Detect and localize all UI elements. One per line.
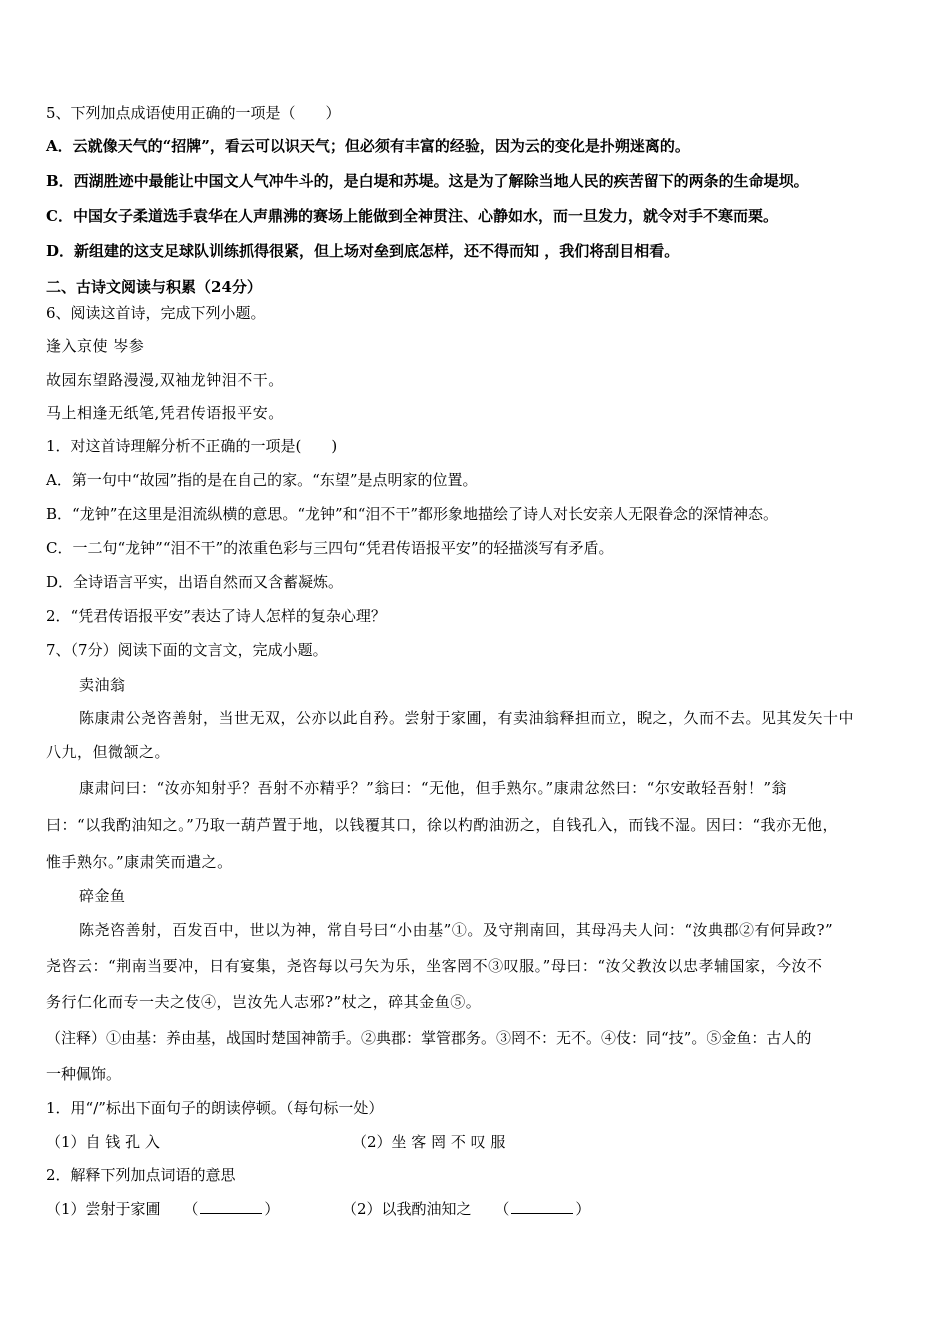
- q7-sub1-item-2: （2）坐 客 罔 不 叹 服: [352, 1133, 506, 1151]
- poem-line-1: 故园东望路漫漫,双袖龙钟泪不干。: [46, 371, 284, 389]
- passage-1-line-1: 陈康肃公尧咨善射，当世无双，公亦以此自矜。尝射于家圃，有卖油翁释担而立，睨之，久而不去。见其发矢十中: [79, 709, 855, 727]
- passage-1-line-2: 八九，但微颔之。: [46, 743, 171, 761]
- q7-sub2-item-1-text: （1）尝射于家圃: [46, 1200, 161, 1218]
- q7-sub2-item-2-text: （2）以我酌油知之: [342, 1200, 472, 1218]
- passage-2-line-2: 曰：“以我酌油知之。”乃取一葫芦置于地，以钱覆其口，徐以杓酌油沥之，自钱孔入，而钱不湿。因曰：“我亦无他，: [46, 816, 839, 834]
- passage-3-line-2: 尧咨云：“荆南当要冲，日有宴集，尧咨每以弓矢为乐，坐客罔不③叹服。”母曰：“汝父教汝以忠孝辅国家，今汝不: [46, 957, 823, 975]
- q5-stem: 5、下列加点成语使用正确的一项是（ ）: [46, 104, 341, 122]
- answer-blank-1[interactable]: [200, 1199, 262, 1214]
- paren-open: （: [183, 1200, 199, 1218]
- answer-blank-2[interactable]: [511, 1199, 573, 1214]
- passage-title-1: 卖油翁: [79, 676, 126, 694]
- q5-option-b: B．西湖胜迹中最能让中国文人气冲牛斗的，是白堤和苏堤。这是为了解除当地人民的疾苦留下的两条的生命堤坝。: [46, 172, 809, 190]
- q7-sub2-item-1: [46, 1199, 279, 1219]
- paren-close: ）: [575, 1200, 591, 1218]
- poem-title: 逢入京使 岑参: [46, 337, 145, 355]
- q7-sub2: 2．解释下列加点词语的意思: [46, 1166, 236, 1184]
- q5-option-c: C．中国女子柔道选手袁华在人声鼎沸的赛场上能做到全神贯注、心静如水，而一旦发力，就令对手不寒而栗。: [46, 207, 778, 225]
- passage-title-2: 碎金鱼: [79, 887, 126, 905]
- q5-option-a: A．云就像天气的“招牌”，看云可以识天气；但必须有丰富的经验，因为云的变化是扑朔迷离的。: [46, 137, 690, 155]
- q6-option-d: D．全诗语言平实，出语自然而又含蓄凝炼。: [46, 573, 344, 591]
- q5-option-d: D．新组建的这支足球队训练抓得很紧，但上场对垒到底怎样，还不得而知 ，我们将刮目相看。: [46, 242, 680, 260]
- poem-line-2: 马上相逢无纸笔,凭君传语报平安。: [46, 404, 284, 422]
- notes-line-1: （注释）①由基：养由基，战国时楚国神箭手。②典郡：掌管郡务。③罔不：无不。④伎：同“技”。⑤金鱼：古人的: [46, 1029, 812, 1047]
- q6-sub2: 2．“凭君传语报平安”表达了诗人怎样的复杂心理？: [46, 607, 386, 625]
- q6-option-b: B．“龙钟”在这里是泪流纵横的意思。“龙钟”和“泪不干”都形象地描绘了诗人对长安亲人无限眷念的深情神态。: [46, 505, 779, 523]
- q6-option-a: A．第一句中“故园”指的是在自己的家。“东望”是点明家的位置。: [46, 471, 478, 489]
- paren-open: （: [494, 1200, 510, 1218]
- q6-stem: 6、阅读这首诗，完成下列小题。: [46, 304, 266, 322]
- q7-stem: 7、（7分）阅读下面的文言文，完成小题。: [46, 641, 328, 659]
- section-heading: 二、古诗文阅读与积累（24分）: [46, 278, 262, 296]
- q7-sub1-item-1: （1）自 钱 孔 入: [46, 1133, 160, 1151]
- q6-option-c: C．一二句“龙钟”“泪不干”的浓重色彩与三四句“凭君传语报平安”的轻描淡写有矛盾。: [46, 539, 614, 557]
- passage-2-line-3: 惟手熟尔。”康肃笑而遣之。: [46, 853, 233, 871]
- paren-close: ）: [264, 1200, 280, 1218]
- q7-sub2-item-2: [342, 1199, 590, 1219]
- notes-line-2: 一种佩饰。: [46, 1065, 122, 1083]
- q6-sub1: 1．对这首诗理解分析不正确的一项是( ): [46, 437, 338, 455]
- passage-3-line-3: 务行仁化而专一夫之伎④，岂汝先人志邪?”杖之，碎其金鱼⑤。: [46, 993, 482, 1011]
- passage-3-line-1: 陈尧咨善射，百发百中，世以为神，常自号曰“小由基”①。及守荆南回，其母冯夫人问：“汝典郡②有何异政?”: [79, 921, 834, 939]
- q7-sub1: 1．用“/”标出下面句子的朗读停顿。（每句标一处）: [46, 1099, 384, 1117]
- passage-2-line-1: 康肃问曰：“汝亦知射乎？吾射不亦精乎？”翁曰：“无他，但手熟尔。”康肃忿然曰：“尔安敢轻吾射！”翁: [79, 779, 788, 797]
